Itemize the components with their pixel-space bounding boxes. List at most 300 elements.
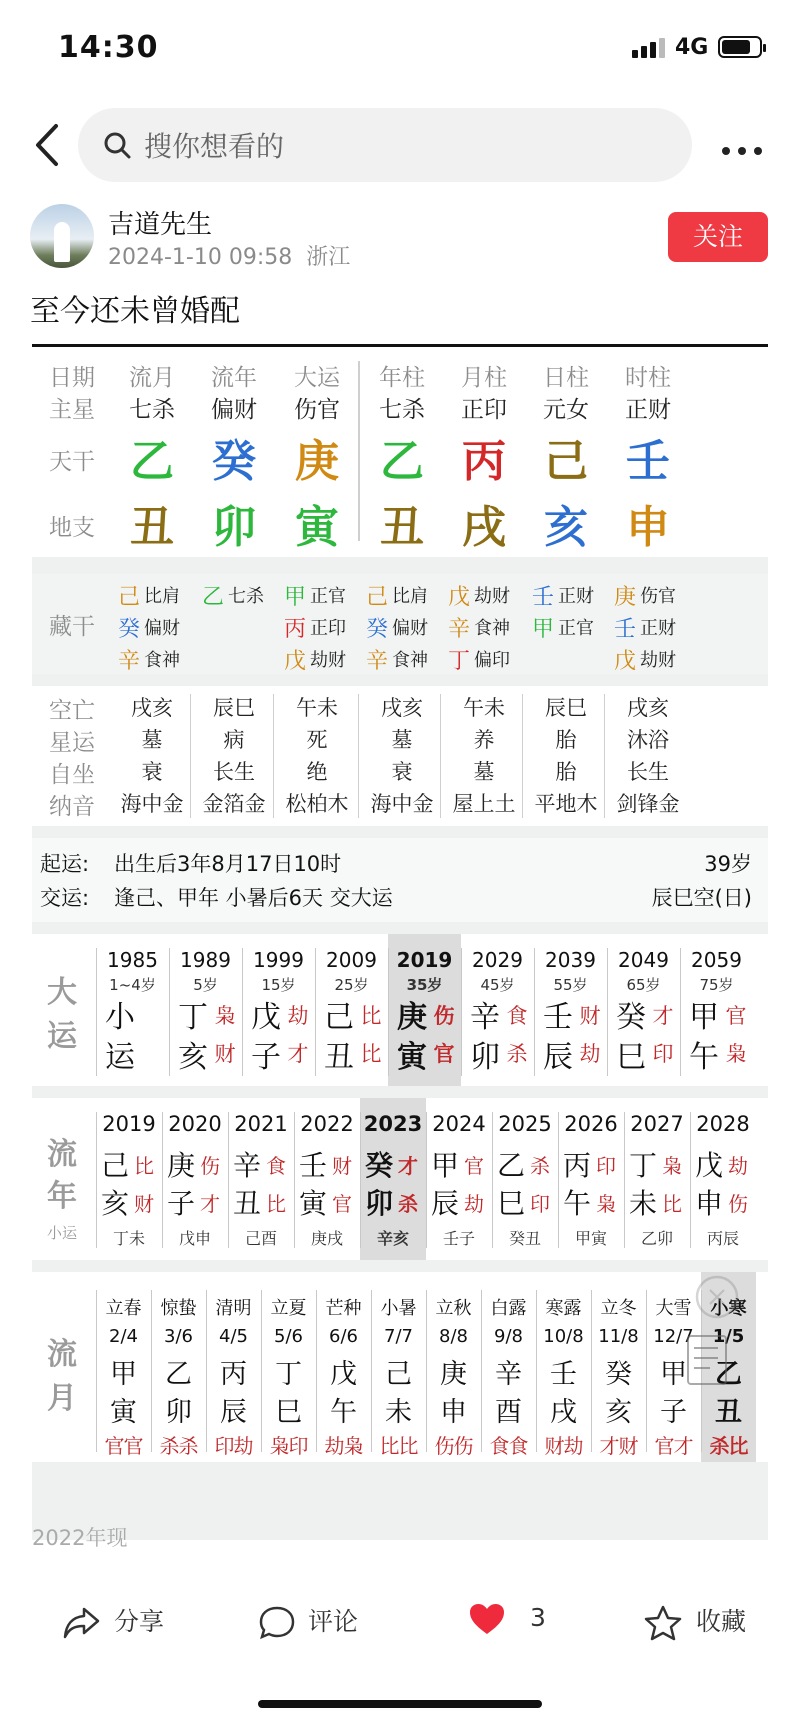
row-label-dizhi: 地支 xyxy=(49,515,95,541)
liuyue-gods: 劫枭 xyxy=(324,1434,363,1458)
liuyue-gan: 甲 xyxy=(110,1359,137,1390)
info-label: 纳音 xyxy=(49,794,95,820)
liuyue-gods: 杀杀 xyxy=(159,1434,198,1458)
liuyue-gods: 印劫 xyxy=(214,1434,253,1458)
dayun-year: 2029 xyxy=(472,948,523,972)
info-value: 海中金 xyxy=(370,792,434,816)
liunian-panel xyxy=(32,1098,768,1260)
collect-button[interactable] xyxy=(644,1602,746,1641)
liunian-gan: 丙 xyxy=(562,1149,591,1182)
info-value: 胎 xyxy=(555,728,577,752)
info-divider xyxy=(190,694,191,818)
canggan-stem: 戊 xyxy=(447,585,470,610)
dayun-zhi-god: 枭 xyxy=(725,1042,747,1066)
dizhi-char: 丑 xyxy=(130,502,174,553)
dayun-age: 35岁 xyxy=(406,976,443,994)
pillar-header: 时柱 xyxy=(625,365,671,391)
info-label: 星运 xyxy=(49,730,95,756)
liunian-side-label: 流 xyxy=(47,1137,77,1172)
dayun-age: 25岁 xyxy=(334,976,369,994)
liuyue-date: 5/6 xyxy=(274,1326,303,1347)
info-divider xyxy=(440,694,441,818)
watermark-icon xyxy=(692,1272,742,1322)
liuyue-gods: 枭印 xyxy=(269,1434,308,1458)
dayun-age: 5岁 xyxy=(193,976,218,994)
liuyue-date: 6/6 xyxy=(329,1326,358,1347)
liunian-zhi-god: 才 xyxy=(200,1192,220,1216)
main-star: 偏财 xyxy=(211,397,257,423)
post-meta xyxy=(108,240,364,271)
liunian-year: 2025 xyxy=(498,1112,552,1136)
info-value: 戌亥 xyxy=(131,696,173,720)
dayun-zhi: 午 xyxy=(689,1040,719,1075)
search-icon xyxy=(102,130,132,160)
dayun-gan: 丁 xyxy=(178,1000,208,1035)
canggan-god: 食神 xyxy=(392,650,428,671)
canggan-stem: 甲 xyxy=(283,585,306,610)
liunian-xiaoyun: 甲寅 xyxy=(574,1229,607,1248)
liunian-sub-label: 小运 xyxy=(46,1224,77,1242)
dayun-gan: 癸 xyxy=(616,1000,646,1035)
dayun-zhi: 卯 xyxy=(470,1040,500,1075)
liunian-gan-god: 才 xyxy=(398,1154,418,1178)
comment-button[interactable] xyxy=(258,1602,358,1641)
main-star: 正财 xyxy=(625,397,671,423)
liunian-zhi-god: 比 xyxy=(662,1192,682,1216)
canggan-stem: 辛 xyxy=(447,617,470,642)
dayun-gan-god: 财 xyxy=(579,1004,601,1028)
liunian-zhi-god: 劫 xyxy=(464,1192,484,1216)
dayun-zhi-god: 杀 xyxy=(506,1042,528,1066)
liuyue-date: 8/8 xyxy=(439,1326,468,1347)
dayun-zhi-god: 财 xyxy=(214,1042,236,1066)
info-value: 松柏木 xyxy=(285,792,349,816)
tiangan-char: 壬 xyxy=(626,436,670,487)
star-icon xyxy=(644,1605,682,1641)
liunian-xiaoyun: 己酉 xyxy=(244,1229,277,1248)
status-time: 14:30 xyxy=(58,30,159,65)
info-divider xyxy=(273,694,274,818)
info-divider xyxy=(604,694,605,818)
tiangan-char: 乙 xyxy=(380,436,424,487)
liuyue-gan: 辛 xyxy=(495,1359,522,1390)
main-star: 七杀 xyxy=(379,397,425,423)
liuyue-date: 4/5 xyxy=(219,1326,248,1347)
liunian-zhi: 午 xyxy=(562,1187,591,1220)
dayun-year: 1999 xyxy=(253,948,304,972)
canggan-stem: 甲 xyxy=(531,617,554,642)
liuyue-gods: 比比 xyxy=(379,1434,418,1458)
main-star: 七杀 xyxy=(129,397,175,423)
dayun-panel xyxy=(32,934,768,1086)
liunian-year: 2019 xyxy=(102,1112,156,1136)
dayun-year: 1985 xyxy=(107,948,158,972)
canggan-stem: 戊 xyxy=(613,649,636,674)
dayun-zhi: 寅 xyxy=(397,1040,427,1075)
share-label: 分享 xyxy=(114,1607,165,1636)
liuyue-gan: 乙 xyxy=(165,1359,192,1390)
dayun-gan-god: 才 xyxy=(652,1004,674,1028)
canggan-god: 偏财 xyxy=(392,618,428,639)
liunian-gan-god: 伤 xyxy=(200,1154,220,1178)
liuyue-zhi: 寅 xyxy=(110,1397,137,1428)
tiangan-char: 癸 xyxy=(212,436,256,487)
dayun-zhi: 丑 xyxy=(324,1040,354,1075)
liunian-gan-god: 食 xyxy=(266,1154,286,1178)
info-value: 辰巳 xyxy=(213,696,255,720)
dayun-zhi-god: 劫 xyxy=(579,1042,601,1066)
canggan-stem: 己 xyxy=(117,585,140,610)
liuyue-gan: 丙 xyxy=(220,1359,247,1390)
dayun-zhi: 辰 xyxy=(543,1040,573,1075)
more-button[interactable] xyxy=(722,140,770,159)
status-bar xyxy=(0,0,800,96)
canggan-god: 正印 xyxy=(310,618,346,639)
liunian-gan: 庚 xyxy=(166,1149,195,1182)
post-title: 至今还未曾婚配 xyxy=(30,294,240,329)
dayun-zhi-god: 比 xyxy=(360,1042,382,1066)
dayun-year: 1989 xyxy=(180,948,231,972)
liunian-zhi: 申 xyxy=(694,1187,723,1220)
info-value: 沐浴 xyxy=(627,728,669,752)
liuyue-date: 9/8 xyxy=(494,1326,523,1347)
liuyue-zhi: 亥 xyxy=(605,1397,632,1428)
like-count: 3 xyxy=(530,1603,546,1632)
jiaoyun-kong: 辰巳空(日) xyxy=(651,886,752,910)
dizhi-char: 亥 xyxy=(544,502,588,553)
canggan-god: 正官 xyxy=(558,618,594,639)
liuyue-gods: 官才 xyxy=(654,1434,693,1458)
row-label-main-star: 主星 xyxy=(49,397,95,423)
liunian-gan-god: 杀 xyxy=(530,1154,550,1178)
liunian-gan: 丁 xyxy=(628,1149,657,1182)
dayun-year: 2019 xyxy=(396,948,453,972)
canggan-god: 劫财 xyxy=(640,650,676,671)
canggan-stem: 丙 xyxy=(283,617,306,642)
author-name[interactable]: 吉道先生 xyxy=(108,210,213,240)
info-value: 屋上土 xyxy=(452,792,516,816)
liuyue-zhi: 丑 xyxy=(715,1397,742,1428)
dayun-side-label: 运 xyxy=(47,1019,77,1054)
canggan-god: 伤官 xyxy=(640,586,676,607)
liunian-gan: 己 xyxy=(100,1149,129,1182)
canggan-stem: 辛 xyxy=(117,649,140,674)
liuyue-zhi: 卯 xyxy=(165,1397,192,1428)
liuyue-jieqi: 立春 xyxy=(105,1298,142,1319)
info-value: 绝 xyxy=(306,760,328,784)
liuyue-gan: 庚 xyxy=(440,1359,467,1390)
pillar-header: 日期 xyxy=(49,365,95,391)
liunian-year: 2026 xyxy=(564,1112,618,1136)
info-value: 午未 xyxy=(463,696,505,720)
canggan-god: 正财 xyxy=(558,586,594,607)
liuyue-zhi: 申 xyxy=(440,1397,467,1428)
back-button[interactable] xyxy=(28,120,68,170)
dayun-gan: 戊 xyxy=(251,1000,281,1035)
dizhi-char: 丑 xyxy=(380,502,424,553)
tiangan-char: 乙 xyxy=(130,436,174,487)
liunian-side-label: 年 xyxy=(47,1179,77,1214)
liuyue-gan: 己 xyxy=(385,1359,412,1390)
dizhi-char: 卯 xyxy=(212,502,256,553)
canggan-god: 偏财 xyxy=(144,618,180,639)
liunian-zhi-god: 官 xyxy=(332,1192,352,1216)
tiangan-char: 庚 xyxy=(295,436,339,487)
canggan-stem: 己 xyxy=(365,585,388,610)
dizhi-char: 申 xyxy=(626,502,670,553)
top-bar xyxy=(0,100,800,190)
liunian-year: 2020 xyxy=(168,1112,222,1136)
liunian-zhi-god: 印 xyxy=(530,1192,550,1216)
chart-footer-partial: 2022年现 xyxy=(32,1526,128,1550)
main-star: 正印 xyxy=(461,397,507,423)
canggan-god: 正财 xyxy=(640,618,676,639)
pillar-header: 大运 xyxy=(294,365,340,391)
liuyue-gods: 财劫 xyxy=(544,1434,583,1458)
liunian-xiaoyun: 丙辰 xyxy=(706,1229,739,1248)
liunian-zhi: 亥 xyxy=(100,1187,129,1220)
dayun-zhi: 亥 xyxy=(178,1040,208,1075)
liuyue-gods: 伤伤 xyxy=(434,1434,473,1458)
liunian-zhi-god: 伤 xyxy=(728,1192,748,1216)
pillar-header: 流年 xyxy=(211,365,257,391)
info-panel xyxy=(32,686,768,826)
info-value: 平地木 xyxy=(534,792,598,816)
liunian-gan-god: 印 xyxy=(596,1154,616,1178)
liunian-gan-god: 枭 xyxy=(662,1154,682,1178)
qiyun-text: 出生后3年8月17日10时 xyxy=(114,852,342,876)
dayun-zhi: 运 xyxy=(105,1040,135,1075)
search-placeholder: 搜你想看的 xyxy=(144,130,285,163)
canggan-god: 比肩 xyxy=(144,586,180,607)
info-label: 空亡 xyxy=(49,698,95,724)
dayun-year: 2049 xyxy=(618,948,669,972)
dayun-year: 2039 xyxy=(545,948,596,972)
canggan-stem: 丁 xyxy=(447,649,470,674)
jiaoyun-label: 交运: xyxy=(40,886,90,910)
liuyue-gan: 戊 xyxy=(330,1359,357,1390)
share-button[interactable] xyxy=(62,1602,164,1641)
bazi-chart xyxy=(32,344,768,1550)
liuyue-gan: 乙 xyxy=(715,1359,742,1390)
liuyue-gods: 才财 xyxy=(599,1434,638,1458)
liuyue-date: 2/4 xyxy=(109,1326,138,1347)
row-label-tiangan: 天干 xyxy=(49,449,95,475)
info-value: 墓 xyxy=(141,728,163,752)
signal-icon xyxy=(632,38,668,58)
canggan-god: 食神 xyxy=(144,650,180,671)
qiyun-panel xyxy=(32,838,768,922)
liunian-xiaoyun: 癸丑 xyxy=(508,1229,541,1248)
liuyue-date: 10/8 xyxy=(543,1326,584,1347)
dayun-gan: 庚 xyxy=(397,1000,427,1035)
liuyue-gan: 癸 xyxy=(605,1359,632,1390)
pillar-header: 年柱 xyxy=(379,365,425,391)
like-button[interactable] xyxy=(468,1602,546,1636)
info-value: 墓 xyxy=(473,760,495,784)
liuyue-date: 1/5 xyxy=(712,1326,745,1347)
info-value: 衰 xyxy=(141,760,163,784)
dayun-gan: 己 xyxy=(324,1000,354,1035)
info-value: 长生 xyxy=(627,760,669,784)
liunian-zhi: 未 xyxy=(628,1187,657,1220)
dayun-gan-god: 官 xyxy=(725,1004,747,1028)
info-value: 戌亥 xyxy=(381,696,423,720)
liuyue-date: 12/7 xyxy=(653,1326,694,1347)
liunian-xiaoyun: 辛亥 xyxy=(376,1229,409,1248)
liuyue-zhi: 酉 xyxy=(495,1397,522,1428)
info-value: 海中金 xyxy=(120,792,184,816)
canggan-stem: 壬 xyxy=(613,617,636,642)
liuyue-date: 7/7 xyxy=(384,1326,413,1347)
liuyue-jieqi: 大雪 xyxy=(655,1298,692,1319)
liunian-xiaoyun: 戊申 xyxy=(178,1229,211,1248)
dayun-side-label: 大 xyxy=(47,975,77,1010)
pillar-panel xyxy=(32,347,768,557)
liunian-gan: 甲 xyxy=(430,1149,459,1182)
pillar-header: 日柱 xyxy=(543,365,589,391)
dayun-age: 75岁 xyxy=(699,976,734,994)
liunian-year: 2027 xyxy=(630,1112,684,1136)
dayun-age: 1~4岁 xyxy=(109,976,156,994)
edit-note-icon xyxy=(684,1332,734,1390)
liuyue-jieqi: 惊蛰 xyxy=(160,1298,197,1319)
liunian-zhi-god: 杀 xyxy=(398,1192,418,1216)
qiyun-label: 起运: xyxy=(40,852,90,876)
liuyue-date: 3/6 xyxy=(164,1326,193,1347)
canggan-god: 劫财 xyxy=(310,650,346,671)
avatar[interactable] xyxy=(30,204,94,268)
pillar-divider xyxy=(358,361,360,541)
liunian-zhi: 子 xyxy=(166,1187,195,1220)
dayun-age: 15岁 xyxy=(261,976,296,994)
liunian-zhi: 巳 xyxy=(496,1187,525,1220)
canggan-stem: 壬 xyxy=(531,585,554,610)
liunian-year: 2024 xyxy=(432,1112,486,1136)
liuyue-jieqi: 立夏 xyxy=(270,1298,307,1319)
canggan-god: 劫财 xyxy=(474,586,510,607)
comment-icon xyxy=(258,1605,296,1641)
liunian-gan-god: 财 xyxy=(332,1154,352,1178)
liuyue-gan: 壬 xyxy=(550,1359,577,1390)
post-location: 浙江 xyxy=(306,245,351,270)
liuyue-gan: 甲 xyxy=(660,1359,687,1390)
canggan-panel xyxy=(32,574,768,674)
liuyue-gods: 官官 xyxy=(104,1434,143,1458)
liunian-year: 2022 xyxy=(300,1112,354,1136)
liuyue-jieqi: 清明 xyxy=(215,1298,252,1319)
dayun-zhi-god: 印 xyxy=(652,1042,674,1066)
info-value: 死 xyxy=(306,728,328,752)
liuyue-jieqi: 白露 xyxy=(490,1298,527,1319)
home-indicator xyxy=(258,1700,542,1708)
chevron-left-icon xyxy=(28,120,68,170)
canggan-god: 食神 xyxy=(474,618,510,639)
liunian-gan: 壬 xyxy=(298,1149,327,1182)
liunian-xiaoyun: 丁未 xyxy=(112,1229,145,1248)
dayun-year: 2059 xyxy=(691,948,742,972)
liuyue-zhi: 子 xyxy=(660,1397,687,1428)
dayun-gan-god: 劫 xyxy=(287,1004,309,1028)
liunian-year: 2021 xyxy=(234,1112,288,1136)
liuyue-zhi: 巳 xyxy=(275,1397,302,1428)
dayun-zhi: 子 xyxy=(251,1040,281,1075)
battery-icon xyxy=(718,36,762,58)
dizhi-char: 寅 xyxy=(295,502,339,553)
liunian-zhi-god: 比 xyxy=(266,1192,286,1216)
liuyue-jieqi: 立冬 xyxy=(600,1298,637,1319)
canggan-god: 比肩 xyxy=(392,586,428,607)
follow-button[interactable]: 关注 xyxy=(668,212,768,262)
canggan-stem: 癸 xyxy=(365,617,388,642)
bottom-action-bar xyxy=(0,1580,800,1670)
info-divider xyxy=(522,694,523,818)
dayun-gan-god: 伤 xyxy=(433,1004,455,1028)
liunian-xiaoyun: 庚戌 xyxy=(310,1229,343,1248)
comment-label: 评论 xyxy=(308,1607,359,1636)
canggan-stem: 戊 xyxy=(283,649,306,674)
liunian-year: 2028 xyxy=(696,1112,750,1136)
canggan-god: 偏印 xyxy=(474,650,510,671)
more-icon xyxy=(722,147,730,155)
dayun-gan-god: 比 xyxy=(360,1004,382,1028)
info-value: 辰巳 xyxy=(545,696,587,720)
search-input[interactable] xyxy=(78,108,692,182)
liuyue-panel xyxy=(32,1272,768,1462)
liuyue-jieqi: 芒种 xyxy=(325,1298,362,1319)
liunian-xiaoyun: 壬子 xyxy=(442,1229,475,1248)
liunian-gan-god: 比 xyxy=(134,1154,154,1178)
liunian-xiaoyun: 乙卯 xyxy=(640,1229,673,1248)
canggan-god: 七杀 xyxy=(228,586,264,607)
dayun-zhi-god: 官 xyxy=(433,1042,455,1066)
liuyue-gods: 食食 xyxy=(489,1434,528,1458)
jiaoyun-text: 逢己、甲年 小暑后6天 交大运 xyxy=(114,886,393,910)
liuyue-gan: 丁 xyxy=(275,1359,302,1390)
info-value: 病 xyxy=(223,728,245,752)
liunian-gan-god: 劫 xyxy=(728,1154,748,1178)
main-star: 元女 xyxy=(543,397,589,423)
liunian-gan-god: 官 xyxy=(464,1154,484,1178)
canggan-god: 正官 xyxy=(310,586,346,607)
liunian-zhi: 辰 xyxy=(430,1187,459,1220)
info-divider xyxy=(358,694,359,818)
network-label: 4G xyxy=(675,35,709,60)
qiyun-age: 39岁 xyxy=(704,852,752,876)
dayun-zhi: 巳 xyxy=(616,1040,646,1075)
liuyue-zhi: 未 xyxy=(385,1397,412,1428)
info-value: 戌亥 xyxy=(627,696,669,720)
info-value: 衰 xyxy=(391,760,413,784)
info-value: 墓 xyxy=(391,728,413,752)
dayun-gan: 小 xyxy=(105,1000,135,1035)
dayun-year: 2009 xyxy=(326,948,377,972)
info-value: 金箔金 xyxy=(202,792,266,816)
liunian-zhi-god: 枭 xyxy=(596,1192,616,1216)
pillar-header: 流月 xyxy=(129,365,175,391)
info-value: 养 xyxy=(473,728,495,752)
liunian-year: 2023 xyxy=(363,1112,423,1136)
collect-label: 收藏 xyxy=(696,1607,747,1636)
info-value: 胎 xyxy=(555,760,577,784)
dayun-zhi-god: 才 xyxy=(287,1042,309,1066)
liunian-zhi: 卯 xyxy=(364,1187,393,1220)
main-star: 伤官 xyxy=(294,397,340,423)
info-label: 自坐 xyxy=(49,762,95,788)
liunian-gan: 戊 xyxy=(694,1149,723,1182)
dayun-age: 65岁 xyxy=(626,976,661,994)
liuyue-jieqi: 小寒 xyxy=(710,1298,747,1319)
